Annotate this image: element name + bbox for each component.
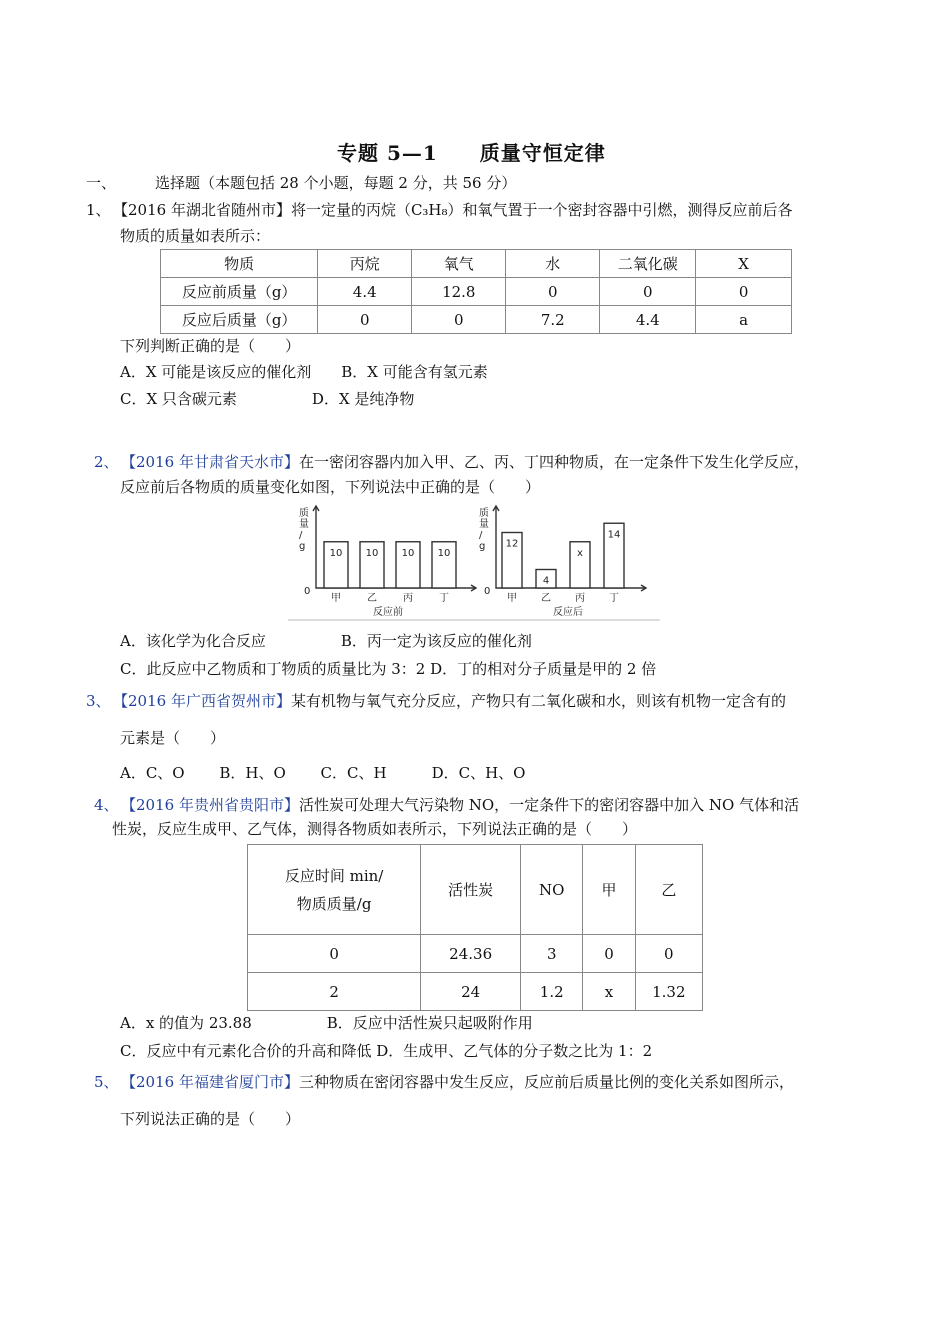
table-header-cell: 水 <box>506 250 600 278</box>
bar-value-label: 10 <box>365 547 379 559</box>
table-cell: 0 <box>635 935 702 973</box>
bar-value-label: x <box>577 547 583 559</box>
bar-value-label: 14 <box>607 529 621 541</box>
x-tick-label: 乙 <box>367 593 377 604</box>
bar-value-label: 12 <box>505 538 519 550</box>
table-cell: 1.2 <box>521 973 583 1011</box>
y-axis-label: 质量/ g <box>479 508 489 552</box>
table-cell: a <box>696 306 792 334</box>
table-cell: 0 <box>318 306 412 334</box>
question-prompt: 下列判断正确的是（ ） <box>120 337 301 355</box>
bar-value-label: 10 <box>401 547 415 559</box>
table-cell: 0 <box>506 278 600 306</box>
table-row <box>161 306 792 334</box>
question-source: 【2016 年福建省厦门市】 <box>121 1073 299 1091</box>
header-time-label: 反应时间 min/ <box>284 866 384 885</box>
table-row <box>161 278 792 306</box>
table-cell: 0 <box>600 278 696 306</box>
question-number: 1、 <box>86 201 111 219</box>
table-cell: 24 <box>421 973 521 1011</box>
question-number: 4、 <box>94 796 119 814</box>
table-row <box>248 973 703 1011</box>
table-header-cell: 二氧化碳 <box>600 250 696 278</box>
options-line1: A．x 的值为 23.88 B．反应中活性炭只起吸附作用 <box>120 1014 533 1032</box>
question-text-line2: 元素是（ ） <box>120 729 226 747</box>
question-source: 【2016 年贵州省贵阳市】 <box>121 796 299 814</box>
table-cell: 7.2 <box>506 306 600 334</box>
options-line1: A．X 可能是该反应的催化剂 B．X 可能含有氢元素 <box>120 363 488 381</box>
table-header-row <box>248 845 703 935</box>
question-text-line2: 性炭，反应生成甲、乙气体，测得各物质如表所示，下列说法正确的是（ ） <box>112 820 638 838</box>
bar-chart-figure <box>288 500 660 625</box>
x-axis-label: 反应后 <box>553 607 583 618</box>
table-row <box>248 935 703 973</box>
x-tick-label: 甲 <box>507 593 517 604</box>
question-text-line1: 【2016 年湖北省随州市】将一定量的丙烷（C₃H₈）和氧气置于一个密封容器中引燃，测得反应前后各 <box>113 201 793 219</box>
table-header-cell: 乙 <box>635 845 702 935</box>
table-header-cell: 丙烷 <box>318 250 412 278</box>
table-cell: 4.4 <box>600 306 696 334</box>
table-header-cell: 甲 <box>583 845 635 935</box>
table-header-cell: 氧气 <box>412 250 506 278</box>
table-cell: 0 <box>696 278 792 306</box>
question-text-line1: 三种物质在密闭容器中发生反应，反应前后质量比例的变化关系如图所示， <box>298 1073 794 1091</box>
table-cell: 反应前质量（g） <box>161 278 318 306</box>
question-number: 5、 <box>94 1073 119 1091</box>
question-text-line2: 下列说法正确的是（ ） <box>120 1110 301 1128</box>
options-line1: A．该化学为化合反应 B．丙一定为该反应的催化剂 <box>120 632 532 650</box>
question-text-line2: 物质的质量如表所示： <box>120 227 271 245</box>
x-tick-label: 甲 <box>331 593 341 604</box>
options-line: A．C、O B．H、O C．C、H D．C、H、O <box>120 764 526 782</box>
table-header-cell: 活性炭 <box>421 845 521 935</box>
x-tick-label: 丙 <box>403 593 413 604</box>
y-axis-label: 质量/ g <box>299 508 309 552</box>
table-header-cell: NO <box>521 845 583 935</box>
table-cell: 2 <box>248 973 421 1011</box>
question-text-line1: 在一密闭容器内加入甲、乙、丙、丁四种物质，在一定条件下发生化学反应， <box>298 453 809 471</box>
x-tick-label: 丁 <box>609 593 619 604</box>
table-header-cell <box>248 845 421 935</box>
question-text-line1: 活性炭可处理大气污染物 NO，一定条件下的密闭容器中加入 NO 气体和活 <box>298 796 800 814</box>
origin-label: 0 <box>484 586 491 597</box>
table-cell: 0 <box>248 935 421 973</box>
table-header-cell: X <box>696 250 792 278</box>
table-cell: 0 <box>412 306 506 334</box>
question-source: 【2016 年甘肃省天水市】 <box>121 453 299 471</box>
table-cell: 反应后质量（g） <box>161 306 318 334</box>
header-mass-label: 物质质量/g <box>296 894 372 913</box>
reaction-table <box>247 844 703 1011</box>
table-cell: 1.32 <box>635 973 702 1011</box>
question-source: 【2016 年广西省贺州市】 <box>113 692 291 710</box>
options-line2: C．反应中有元素化合价的升高和降低 D．生成甲、乙气体的分子数之比为 1：2 <box>120 1042 653 1060</box>
bar-value-label: 4 <box>542 575 550 587</box>
table-header-row <box>161 250 792 278</box>
mass-table <box>160 249 792 334</box>
x-axis-label: 反应前 <box>373 607 403 618</box>
table-cell: 12.8 <box>412 278 506 306</box>
table-cell: x <box>583 973 635 1011</box>
x-tick-label: 乙 <box>541 593 551 604</box>
section-number: 一、 <box>86 174 117 192</box>
table-cell: 4.4 <box>318 278 412 306</box>
question-number: 2、 <box>94 453 119 471</box>
origin-label: 0 <box>304 586 311 597</box>
bar-chart-after <box>479 506 646 618</box>
options-line2: C．X 只含碳元素 D．X 是纯净物 <box>120 390 415 408</box>
bar-value-label: 10 <box>329 547 343 559</box>
table-cell: 0 <box>583 935 635 973</box>
table-cell: 24.36 <box>421 935 521 973</box>
section-heading: 选择题（本题包括 28 个小题，每题 2 分，共 56 分） <box>155 174 517 192</box>
bar-value-label: 10 <box>437 547 451 559</box>
options-line2: C．此反应中乙物质和丁物质的质量比为 3：2 D．丁的相对分子质量是甲的 2 倍 <box>120 660 657 678</box>
table-cell: 3 <box>521 935 583 973</box>
x-tick-label: 丙 <box>575 593 585 604</box>
page-title: 专题 5—1 质量守恒定律 <box>337 141 606 165</box>
question-number: 3、 <box>86 692 111 710</box>
bar-chart-before <box>299 506 476 618</box>
x-tick-label: 丁 <box>439 593 449 604</box>
table-header-cell: 物质 <box>161 250 318 278</box>
question-text-line2: 反应前后各物质的质量变化如图，下列说法中正确的是（ ） <box>120 478 541 496</box>
question-text-line1: 某有机物与氧气充分反应，产物只有二氧化碳和水，则该有机物一定含有的 <box>290 692 786 710</box>
